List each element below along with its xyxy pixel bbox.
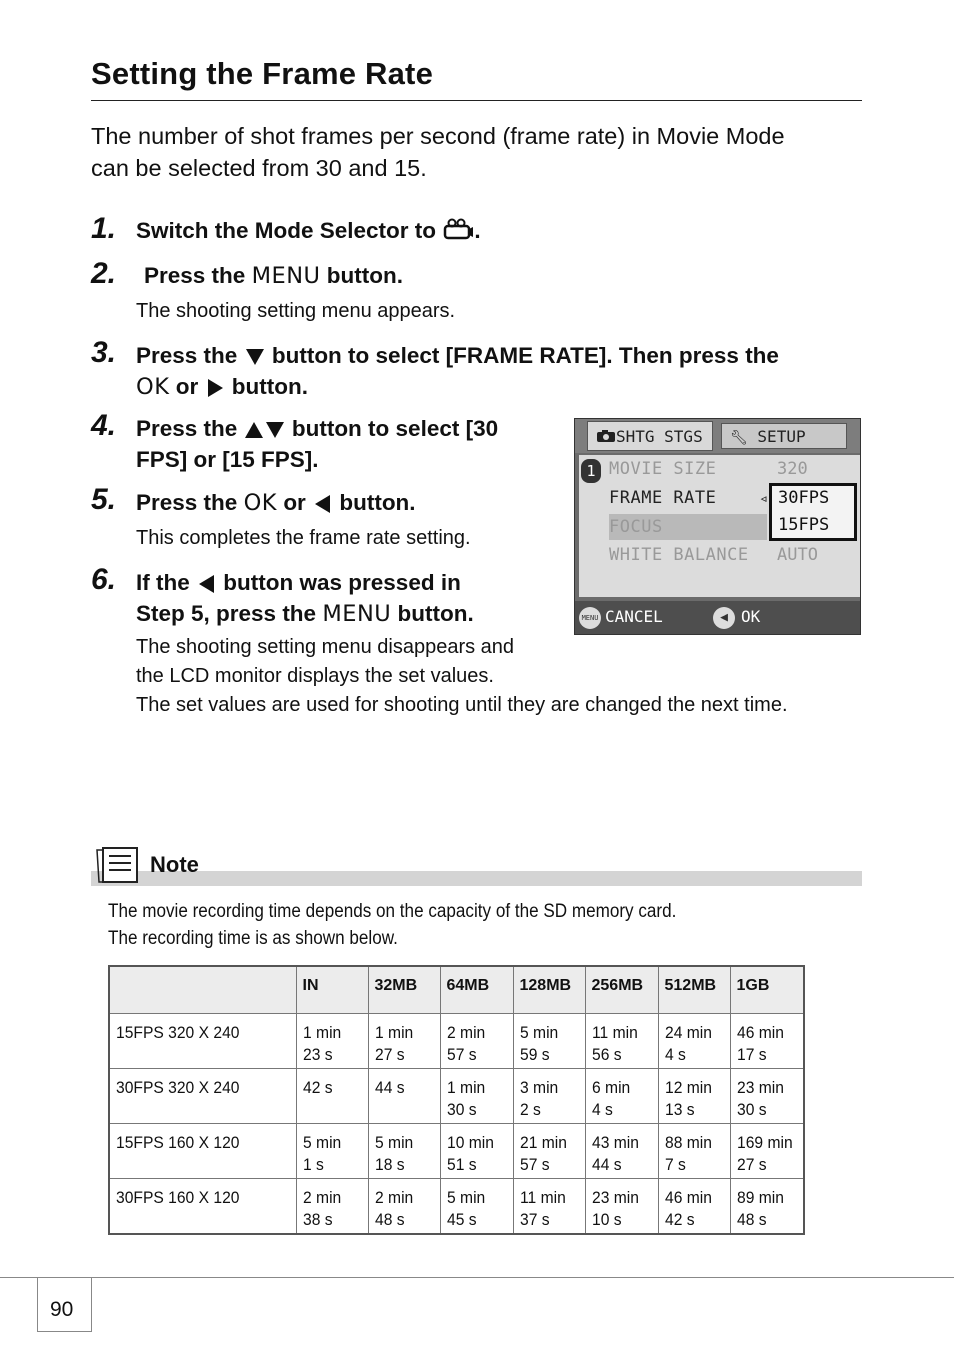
- table-cell: [730, 1179, 804, 1235]
- menu-key-label: MENU: [251, 263, 321, 289]
- step-6-result: The shooting setting menu disappears and: [136, 636, 515, 658]
- cell-line: 46 min: [736, 1023, 784, 1042]
- cell-line: 10 min: [446, 1133, 494, 1152]
- cell-line: 5 min: [519, 1023, 558, 1042]
- lcd-cancel-label: CANCEL: [605, 607, 663, 626]
- table-header: 64MB: [440, 966, 513, 1014]
- cell-line: 4 s: [664, 1045, 686, 1064]
- table-cell: [585, 1124, 658, 1179]
- cell-line: 56 s: [591, 1045, 622, 1064]
- table-cell: [513, 1124, 585, 1179]
- cell-line: 48 s: [736, 1210, 767, 1229]
- footer-rule: [0, 1277, 954, 1278]
- cell-line: 23 min: [736, 1078, 784, 1097]
- table-cell: [296, 1069, 368, 1124]
- cell-line: 17 s: [736, 1045, 767, 1064]
- cell-line: 23 min: [591, 1188, 639, 1207]
- row-label-text: 30FPS 320 X 240: [116, 1078, 240, 1097]
- cell-line: 7 s: [664, 1155, 686, 1174]
- step-text: button.: [326, 263, 403, 288]
- step-6-result: the LCD monitor displays the set values.: [136, 665, 494, 687]
- down-arrow-icon: [266, 422, 284, 438]
- table-row: [109, 1124, 804, 1179]
- right-arrow-icon: [208, 379, 223, 397]
- table-cell: [513, 1069, 585, 1124]
- cell-line: 5 min: [446, 1188, 485, 1207]
- step-number: 6.: [91, 563, 117, 596]
- step-6-result: The set values are used for shooting until they are changed the next time.: [136, 694, 788, 716]
- step-number: 2.: [91, 257, 117, 290]
- table-cell: [585, 1069, 658, 1124]
- table-header: IN: [296, 966, 368, 1014]
- step-text: button to select [FRAME RATE]. Then press the: [271, 343, 779, 368]
- step-text: .: [474, 218, 481, 243]
- cell-line: 1 min: [446, 1078, 485, 1097]
- cell-line: 2 s: [519, 1100, 541, 1119]
- cell-line: 57 s: [446, 1045, 477, 1064]
- table-cell: [585, 1014, 658, 1069]
- step-text: Switch the Mode Selector to: [136, 218, 437, 243]
- page-number: 90: [50, 1298, 74, 1321]
- table-cell: [368, 1014, 440, 1069]
- step-4-line-2: FPS] or [15 FPS].: [136, 447, 319, 472]
- step-text: button.: [231, 374, 308, 399]
- cell-line: 37 s: [519, 1210, 550, 1229]
- table-header: [109, 966, 296, 1014]
- cell-line: 21 min: [519, 1133, 567, 1152]
- menu-button-icon: MENU: [579, 607, 601, 629]
- table-row: [109, 1069, 804, 1124]
- lcd-menu-item: FOCUS: [609, 517, 663, 537]
- cell-line: 4 s: [591, 1100, 613, 1119]
- title-rule: [91, 100, 862, 101]
- step-2-text: [144, 260, 403, 292]
- step-number: 1.: [91, 212, 117, 245]
- intro-line: The number of shot frames per second (frame rate) in Movie Mode: [91, 123, 785, 149]
- cell-line: 27 s: [374, 1045, 405, 1064]
- cell-line: 89 min: [736, 1188, 784, 1207]
- cell-line: 18 s: [374, 1155, 405, 1174]
- table-cell: [368, 1124, 440, 1179]
- cell-line: 88 min: [664, 1133, 712, 1152]
- wrench-icon: 🔧︎: [730, 430, 748, 446]
- step-5-result: This completes the frame rate setting.: [136, 527, 471, 549]
- table-cell: [730, 1069, 804, 1124]
- intro-line: can be selected from 30 and 15.: [91, 155, 427, 181]
- step-2-result: The shooting setting menu appears.: [136, 300, 456, 322]
- row-label: [109, 1179, 296, 1235]
- cell-line: 6 min: [591, 1078, 630, 1097]
- table-header: 128MB: [513, 966, 585, 1014]
- cell-line: 1 s: [302, 1155, 324, 1174]
- lcd-menu-item: WHITE BALANCE: [609, 545, 749, 565]
- table-header: 1GB: [730, 966, 804, 1014]
- up-arrow-icon: [245, 422, 263, 438]
- movie-mode-icon: [442, 217, 474, 241]
- table-cell: [658, 1179, 730, 1235]
- lcd-tab-label: SHTG STGS: [616, 427, 703, 446]
- step-text: Press the: [144, 263, 246, 288]
- cell-line: 169 min: [736, 1133, 793, 1152]
- table-header: 256MB: [585, 966, 658, 1014]
- table-cell: [513, 1179, 585, 1235]
- table-cell: [296, 1179, 368, 1235]
- step-text: button.: [397, 601, 474, 626]
- intro-paragraph: [91, 120, 871, 184]
- note-bar: [91, 871, 862, 886]
- table-cell: [513, 1014, 585, 1069]
- lcd-menu-screenshot: [574, 418, 861, 635]
- step-6-line-2: [136, 598, 474, 630]
- row-label-text: 15FPS 320 X 240: [116, 1023, 240, 1042]
- cell-line: 12 min: [664, 1078, 712, 1097]
- row-label: [109, 1069, 296, 1124]
- step-number: 5.: [91, 483, 117, 516]
- ok-key-label: OK: [136, 374, 170, 400]
- step-3-line-1: [136, 340, 779, 371]
- step-6-line-1: [136, 567, 461, 598]
- page-title: Setting the Frame Rate: [91, 56, 434, 91]
- cell-line: 5 min: [374, 1133, 413, 1152]
- lcd-tab-shooting: [587, 421, 713, 451]
- note-line: The recording time is as shown below.: [108, 928, 398, 949]
- step-text: Press the: [136, 490, 238, 515]
- cell-line: 44 s: [374, 1078, 405, 1097]
- cell-line: 1 min: [302, 1023, 341, 1042]
- step-text: button.: [339, 490, 416, 515]
- table-cell: [440, 1014, 513, 1069]
- table-row: [109, 1179, 804, 1235]
- camera-icon: [596, 429, 616, 443]
- lcd-menu-item-active: FRAME RATE: [609, 488, 717, 508]
- table-header: 32MB: [368, 966, 440, 1014]
- cell-line: 27 s: [736, 1155, 767, 1174]
- left-button-icon: ◀: [713, 607, 735, 629]
- cell-line: 5 min: [302, 1133, 341, 1152]
- step-4-line-1: [136, 413, 498, 444]
- cell-line: 51 s: [446, 1155, 477, 1174]
- step-number: 4.: [91, 409, 117, 442]
- cell-line: 23 s: [302, 1045, 333, 1064]
- step-text: or: [283, 490, 306, 515]
- row-label: [109, 1124, 296, 1179]
- lcd-ok-label: OK: [741, 607, 761, 626]
- cell-line: 42 s: [302, 1078, 333, 1097]
- menu-key-label: MENU: [322, 601, 392, 627]
- cell-line: 1 min: [374, 1023, 413, 1042]
- cell-line: 2 min: [374, 1188, 413, 1207]
- table-cell: [440, 1124, 513, 1179]
- step-text: Step 5, press the: [136, 601, 317, 626]
- left-arrow-icon: [315, 495, 330, 513]
- step-5-text: [136, 487, 416, 519]
- cell-line: 3 min: [519, 1078, 558, 1097]
- step-number: 3.: [91, 336, 117, 369]
- lcd-page-badge: 1: [581, 459, 601, 483]
- cell-line: 42 s: [664, 1210, 695, 1229]
- table-cell: [585, 1179, 658, 1235]
- cell-line: 13 s: [664, 1100, 695, 1119]
- recording-time-table: [108, 965, 805, 1235]
- cell-line: 48 s: [374, 1210, 405, 1229]
- cell-line: 2 min: [302, 1188, 341, 1207]
- lcd-tab-setup: [721, 423, 847, 449]
- cell-line: 2 min: [446, 1023, 485, 1042]
- cell-line: 24 min: [664, 1023, 712, 1042]
- step-3-line-2: [136, 371, 308, 403]
- lcd-option-box: [769, 483, 857, 541]
- row-label: [109, 1014, 296, 1069]
- ok-key-label: OK: [243, 490, 278, 516]
- step-text: Press the: [136, 416, 238, 441]
- row-label-text: 30FPS 160 X 120: [116, 1188, 240, 1207]
- step-text: or: [175, 374, 199, 399]
- table-row: [109, 1014, 804, 1069]
- cell-line: 57 s: [519, 1155, 550, 1174]
- left-arrow-icon: [199, 575, 214, 593]
- cell-line: 44 s: [591, 1155, 622, 1174]
- lcd-menu-item: MOVIE SIZE: [609, 459, 717, 479]
- cell-line: 11 min: [591, 1023, 638, 1042]
- table-cell: [730, 1014, 804, 1069]
- step-text: button was pressed in: [223, 570, 461, 595]
- step-text: If the: [136, 570, 190, 595]
- note-icon: [95, 846, 141, 884]
- lcd-option: 15FPS: [778, 515, 830, 535]
- cell-line: 30 s: [446, 1100, 477, 1119]
- table-cell: [730, 1124, 804, 1179]
- step-text: Press the: [136, 343, 238, 368]
- cell-line: 46 min: [664, 1188, 712, 1207]
- lcd-tab-label: SETUP: [757, 427, 806, 446]
- cell-line: 30 s: [736, 1100, 767, 1119]
- table-header-row: [109, 966, 804, 1014]
- note-label: Note: [150, 852, 199, 877]
- lcd-pointer-icon: ◃: [759, 489, 769, 507]
- table-cell: [658, 1124, 730, 1179]
- lcd-tab-bar: [575, 419, 860, 453]
- step-text: button to select [30: [291, 416, 499, 441]
- lcd-menu-value: AUTO: [777, 545, 818, 565]
- cell-line: 38 s: [302, 1210, 333, 1229]
- cell-line: 45 s: [446, 1210, 477, 1229]
- lcd-option: 30FPS: [778, 488, 830, 508]
- table-cell: [658, 1069, 730, 1124]
- table-cell: [368, 1179, 440, 1235]
- note-line: The movie recording time depends on the capacity of the SD memory card.: [108, 901, 677, 922]
- cell-line: 43 min: [591, 1133, 639, 1152]
- cell-line: 10 s: [591, 1210, 622, 1229]
- table-cell: [368, 1069, 440, 1124]
- lcd-menu-value: 320: [777, 459, 808, 479]
- step-1-text: [136, 215, 481, 246]
- table-header: 512MB: [658, 966, 730, 1014]
- note-text: [108, 898, 676, 952]
- row-label-text: 15FPS 160 X 120: [116, 1133, 240, 1152]
- table-cell: [440, 1069, 513, 1124]
- down-arrow-icon: [246, 349, 264, 365]
- cell-line: 59 s: [519, 1045, 550, 1064]
- table-cell: [440, 1179, 513, 1235]
- table-cell: [658, 1014, 730, 1069]
- cell-line: 11 min: [519, 1188, 566, 1207]
- table-cell: [296, 1014, 368, 1069]
- lcd-bottom-bar: [575, 601, 860, 634]
- table-cell: [296, 1124, 368, 1179]
